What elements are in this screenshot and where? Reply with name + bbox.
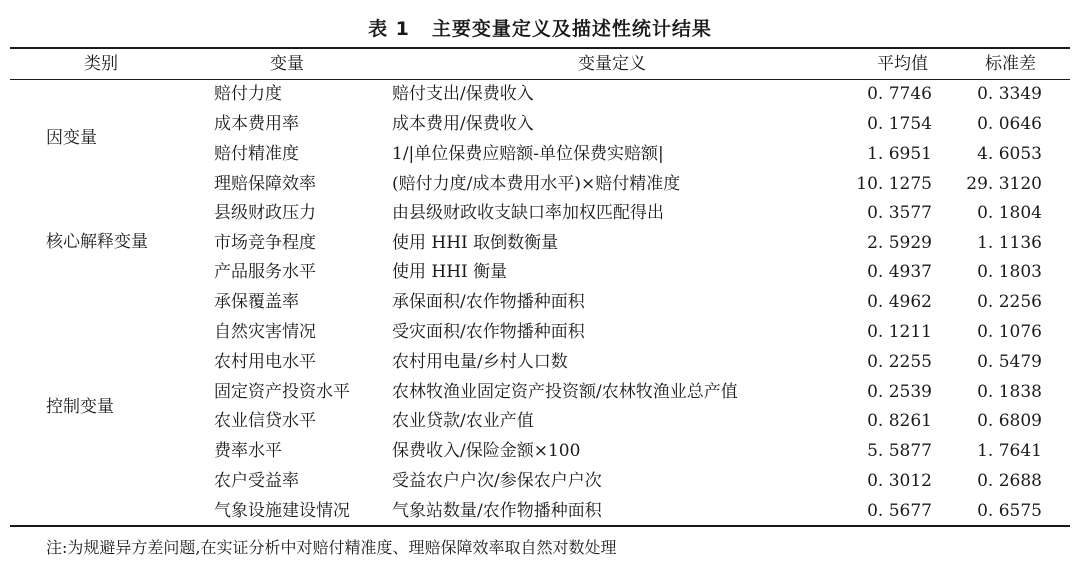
category-dependent: 因变量 (46, 128, 97, 148)
variable-cell: 农户受益率 (214, 471, 299, 491)
mean-cell: 0. 1211 (867, 322, 932, 342)
mean-cell: 0. 2255 (867, 352, 932, 372)
mean-cell: 0. 4962 (867, 292, 932, 312)
mean-cell: 0. 7746 (867, 84, 932, 104)
table-row (0, 228, 1080, 258)
definition-cell: 保费收入/保险金额×100 (392, 441, 581, 461)
category-control: 控制变量 (46, 397, 114, 417)
header-sd: 标准差 (985, 54, 1036, 74)
sd-cell: 0. 3349 (977, 84, 1042, 104)
definition-cell: 由县级财政收支缺口率加权匹配得出 (392, 203, 664, 223)
sd-cell: 0. 1804 (977, 203, 1042, 223)
sd-cell: 0. 0646 (977, 114, 1042, 134)
mean-cell: 1. 6951 (867, 144, 932, 164)
sd-cell: 4. 6053 (977, 144, 1042, 164)
definition-cell: 赔付支出/保费收入 (392, 84, 534, 104)
definition-cell: (赔付力度/成本费用水平)×赔付精准度 (392, 174, 681, 194)
table-row (0, 139, 1080, 169)
definition-cell: 农林牧渔业固定资产投资额/农林牧渔业总产值 (392, 382, 738, 402)
table-row (0, 169, 1080, 199)
mean-cell: 0. 2539 (867, 382, 932, 402)
variable-cell: 费率水平 (214, 441, 282, 461)
header-definition: 变量定义 (578, 54, 646, 74)
sd-cell: 29. 3120 (966, 174, 1042, 194)
sd-cell: 0. 2688 (977, 471, 1042, 491)
header-variable: 变量 (270, 54, 304, 74)
definition-cell: 使用 HHI 取倒数衡量 (392, 233, 559, 253)
mean-cell: 0. 8261 (867, 411, 932, 431)
table-row (0, 79, 1080, 109)
top-rule (10, 47, 1070, 49)
mean-cell: 0. 1754 (867, 114, 932, 134)
definition-cell: 1/|单位保费应赔额-单位保费实赔额| (392, 144, 664, 164)
table-row (0, 287, 1080, 317)
table-note: 注:为规避异方差问题,在实证分析中对赔付精准度、理赔保障效率取自然对数处理 (46, 538, 617, 557)
mean-cell: 0. 3012 (867, 471, 932, 491)
sd-cell: 0. 2256 (977, 292, 1042, 312)
variable-cell: 县级财政压力 (214, 203, 316, 223)
table-row (0, 436, 1080, 466)
header-category: 类别 (84, 54, 118, 74)
mean-cell: 5. 5877 (867, 441, 932, 461)
variable-cell: 赔付力度 (214, 84, 282, 104)
mean-cell: 10. 1275 (856, 174, 932, 194)
table-row (0, 257, 1080, 287)
sd-cell: 0. 1803 (977, 262, 1042, 282)
variable-cell: 赔付精准度 (214, 144, 299, 164)
sd-cell: 1. 1136 (977, 233, 1042, 253)
variable-cell: 产品服务水平 (214, 262, 316, 282)
table-row (0, 496, 1080, 526)
table-row (0, 347, 1080, 377)
table-row (0, 109, 1080, 139)
table-caption (0, 14, 1080, 41)
variable-cell: 农业信贷水平 (214, 411, 316, 431)
definition-cell: 气象站数量/农作物播种面积 (392, 501, 602, 521)
sd-cell: 0. 6809 (977, 411, 1042, 431)
variable-cell: 气象设施建设情况 (214, 501, 350, 521)
variable-cell: 承保覆盖率 (214, 292, 299, 312)
mean-cell: 2. 5929 (867, 233, 932, 253)
definition-cell: 承保面积/农作物播种面积 (392, 292, 585, 312)
variable-cell: 理赔保障效率 (214, 174, 316, 194)
definition-cell: 受益农户户次/参保农户户次 (392, 471, 602, 491)
mean-cell: 0. 4937 (867, 262, 932, 282)
table-row (0, 406, 1080, 436)
table-row (0, 317, 1080, 347)
bottom-rule (10, 525, 1070, 527)
definition-cell: 使用 HHI 衡量 (392, 262, 508, 282)
variable-cell: 固定资产投资水平 (214, 382, 350, 402)
table-number: 表 1 (368, 18, 410, 40)
variable-cell: 自然灾害情况 (214, 322, 316, 342)
table-row (0, 198, 1080, 228)
category-core: 核心解释变量 (46, 232, 148, 252)
mean-cell: 0. 5677 (867, 501, 932, 521)
definition-cell: 农村用电量/乡村人口数 (392, 352, 568, 372)
table-title: 主要变量定义及描述性统计结果 (431, 18, 712, 40)
sd-cell: 0. 1838 (977, 382, 1042, 402)
sd-cell: 0. 5479 (977, 352, 1042, 372)
table-row (0, 466, 1080, 496)
variable-cell: 成本费用率 (214, 114, 299, 134)
sd-cell: 1. 7641 (977, 441, 1042, 461)
definition-cell: 受灾面积/农作物播种面积 (392, 322, 585, 342)
sd-cell: 0. 1076 (977, 322, 1042, 342)
definition-cell: 农业贷款/农业产值 (392, 411, 534, 431)
mean-cell: 0. 3577 (867, 203, 932, 223)
variable-cell: 农村用电水平 (214, 352, 316, 372)
variable-cell: 市场竞争程度 (214, 233, 316, 253)
table-row (0, 377, 1080, 407)
definition-cell: 成本费用/保费收入 (392, 114, 534, 134)
header-mean: 平均值 (877, 54, 928, 74)
sd-cell: 0. 6575 (977, 501, 1042, 521)
